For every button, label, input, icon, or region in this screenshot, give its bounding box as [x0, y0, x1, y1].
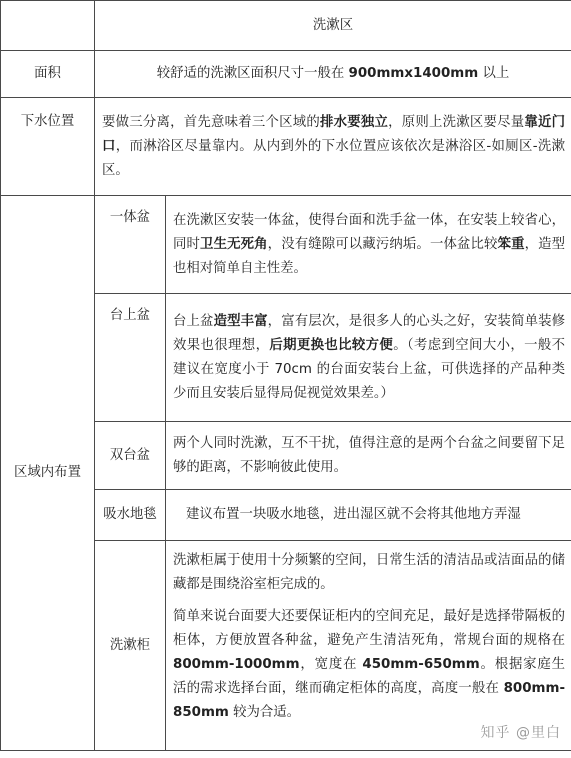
table-title: 洗漱区	[95, 1, 571, 51]
countertop-b2: 后期更换也比较方便	[269, 337, 394, 353]
vanity-p2-e: 。根据家庭生活的需求选择台面，继而确定柜体的高度，高度一般在	[173, 657, 566, 696]
integrated-b2: 笨重	[497, 236, 525, 252]
area-row	[1, 51, 571, 98]
vanity-paragraph-1: 洗漱柜属于使用十分频繁的空间，日常生活的清洁品或洁面品的储藏都是围绕浴室柜完成的。	[173, 553, 566, 592]
integrated-b1: 卫生无死角	[200, 236, 268, 252]
vanity-paragraph-2	[173, 605, 565, 725]
vanity-p2-f: 800mm-850mm	[173, 681, 566, 720]
item-name-integrated-basin: 一体盆	[95, 196, 166, 294]
layout-row-basin-integrated	[1, 196, 571, 294]
countertop-b1: 造型丰富	[213, 313, 268, 329]
item-text-vanity-cabinet	[166, 541, 571, 751]
item-name-double-basin: 双台盆	[95, 422, 166, 490]
integrated-t1: 在洗漱区安装一体盆，使得台面和洗手盆一体，在安装上较省心，同时	[173, 212, 566, 252]
countertop-t2: ，富有层次，是很多人的心头之好，安装简单装修效果也很理想，	[173, 313, 566, 353]
area-size: 900mmx1400mm	[348, 66, 479, 81]
header-empty-cell	[1, 1, 95, 51]
area-label: 面积	[1, 51, 95, 98]
drain-text	[95, 98, 571, 196]
item-name-bath-mat: 吸水地毯	[95, 490, 166, 541]
vanity-p2-b: 800mm-1000mm	[173, 657, 300, 672]
item-text-integrated-basin	[166, 196, 571, 294]
layout-label: 区域内布置	[1, 196, 95, 751]
drain-b1: 排水要独立	[320, 114, 389, 130]
item-text-double-basin: 两个人同时洗漱，互不干扰，值得注意的是两个台盆之间要留下足够的距离，不影响彼此使用。	[166, 422, 571, 490]
integrated-t2: ，没有缝隙可以藏污纳垢。一体盆比较	[267, 236, 498, 252]
item-name-vanity-cabinet: 洗漱柜	[95, 541, 166, 751]
vanity-p2-c: ，宽度在	[299, 657, 363, 672]
area-text-a: 较舒适的洗漱区面积尺寸一般在	[156, 66, 349, 81]
drain-row	[1, 98, 571, 196]
item-text-countertop-basin	[166, 294, 571, 422]
drain-t3: ，而淋浴区尽量靠内。从内到外的下水位置应该依次是淋浴区-如厕区-洗漱区。	[102, 138, 566, 178]
drain-t2: ，原则上洗漱区要尽量	[388, 114, 525, 130]
countertop-t3: 。（考虑到空间大小，一般不建议在宽度小于 70cm 的台面安装台上盆，可供选择的产品种类少而且安装后显得局促视觉效果差。）	[173, 337, 566, 401]
drain-label: 下水位置	[1, 98, 95, 196]
drain-b2: 靠近门口	[102, 114, 566, 154]
integrated-t3: ，造型也相对简单自主性差。	[173, 236, 566, 276]
vanity-p2-g: 较为合适。	[228, 705, 301, 720]
drain-t1: 要做三分离，首先意味着三个区域的	[102, 114, 320, 130]
zhihu-watermark: 知乎 @里白	[480, 725, 561, 741]
item-text-bath-mat: 建议布置一块吸水地毯，进出湿区就不会将其他地方弄湿	[166, 490, 571, 541]
vanity-p2-d: 450mm-650mm	[362, 657, 480, 672]
table-header-row	[1, 1, 571, 51]
area-text-c: 以上	[478, 66, 510, 81]
vanity-p2-a: 简单来说台面要大还要保证柜内的空间充足，最好是选择带隔板的柜体，方便放置各种盆，避免产生清洁死角，常规台面的规格在	[173, 609, 566, 648]
area-text	[95, 51, 571, 98]
countertop-t1: 台上盆	[173, 313, 214, 329]
item-name-countertop-basin: 台上盆	[95, 294, 166, 422]
